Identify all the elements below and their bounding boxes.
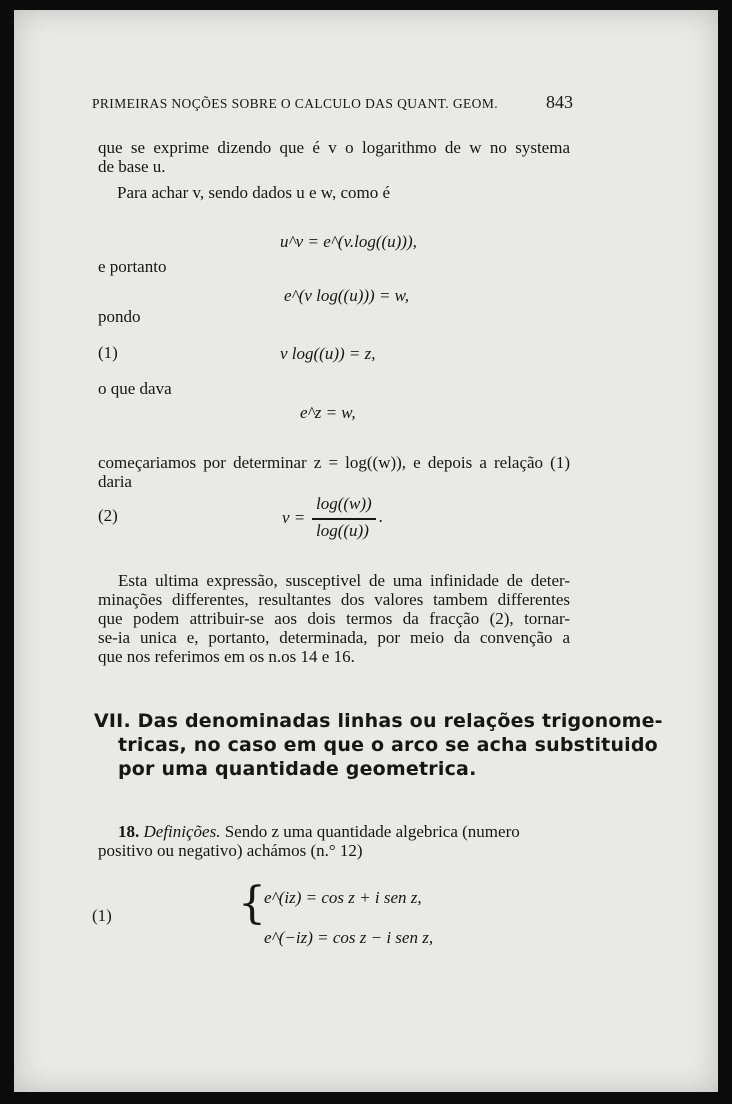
paragraph-4-line-3: que podem attribuir-se aos dois termos da fracção (2), tornar- — [98, 609, 570, 628]
section-heading-line-1: VII. Das denominadas linhas ou relações trigonome- — [94, 710, 663, 732]
paragraph-4-line-1: Esta ultima expressão, susceptivel de uma infinidade de deter- — [118, 571, 570, 590]
equation-f2: e^(−iz) = cos z − i sen z, — [264, 928, 434, 947]
fraction-bar — [312, 518, 376, 520]
section-heading-line-2: tricas, no caso em que o arco se acha substituido — [118, 734, 658, 756]
paragraph-4-line-5: que nos referimos em os n.os 14 e 16. — [98, 647, 355, 666]
article-number: 18. — [118, 822, 140, 841]
equation-f1: e^(iz) = cos z + i sen z, — [264, 888, 422, 907]
paragraph-1-line-1: que se exprime dizendo que é v o logarithmo de w no systema — [98, 138, 570, 157]
equation-c: v log((u)) = z, — [280, 344, 376, 363]
text-o-que-dava: o que dava — [98, 379, 172, 398]
equation-label-1: (1) — [98, 343, 118, 362]
paragraph-4-line-4: se-ia unica e, portanto, determinada, por meio da convenção a — [98, 628, 570, 647]
equation-label-2: (2) — [98, 506, 118, 525]
text-e-portanto: e portanto — [98, 257, 167, 276]
paragraph-3-line-2: daria — [98, 472, 132, 491]
paragraph-3-line-1: começariamos por determinar z = log((w)), e depois a relação (1) — [98, 453, 570, 472]
equation-a: u^v = e^(v.log((u))), — [280, 232, 417, 251]
section-heading-line-3: por uma quantidade geometrica. — [118, 758, 477, 780]
equation-e-lhs: v = — [282, 508, 306, 527]
paragraph-4-line-2: minações differentes, resultantes dos valores tambem differentes — [98, 590, 570, 609]
article-line-2: positivo ou negativo) achámos (n.° 12) — [98, 841, 363, 860]
page-number: 843 — [546, 92, 573, 112]
equation-b: e^(v log((u))) = w, — [284, 286, 410, 305]
text-pondo: pondo — [98, 307, 141, 326]
paragraph-1-line-2: de base u. — [98, 157, 166, 176]
equation-e-numerator: log((w)) — [316, 494, 372, 513]
equation-e-denominator: log((u)) — [316, 521, 369, 540]
left-brace: { — [238, 878, 266, 929]
article-title: Definições. — [143, 822, 221, 841]
running-title: PRIMEIRAS NOÇÕES SOBRE O CALCULO DAS QUANT. GEOM. — [92, 96, 499, 111]
article-line-1-rest: Sendo z uma quantidade algebrica (numero — [224, 822, 520, 841]
equation-label-1b: (1) — [92, 906, 112, 925]
article-line-1 — [118, 822, 520, 841]
equation-d: e^z = w, — [300, 403, 356, 422]
paragraph-2-line-1: Para achar v, sendo dados u e w, como é — [117, 183, 391, 202]
equation-e-period: . — [379, 507, 384, 526]
book-page — [14, 10, 718, 1092]
